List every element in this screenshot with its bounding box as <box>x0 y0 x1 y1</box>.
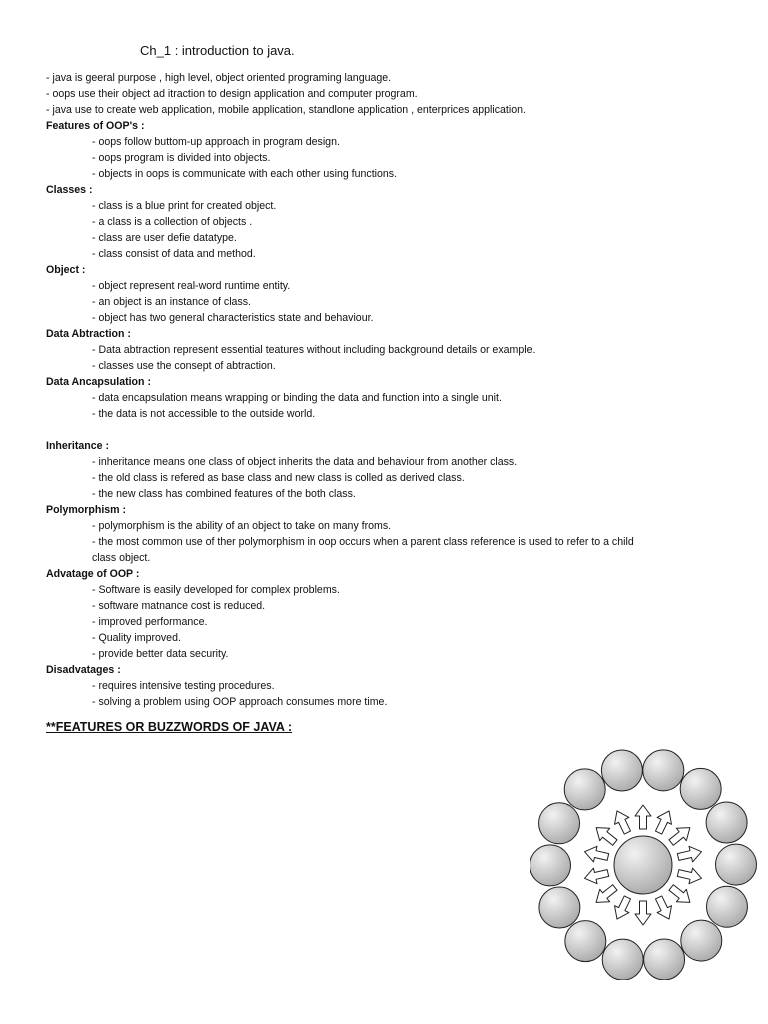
text-line: - software matnance cost is reduced. <box>92 600 266 612</box>
text-line: - oops follow buttom-up approach in program design. <box>92 136 340 148</box>
arrow-icon <box>591 821 620 848</box>
page-title: Ch_1 : introduction to java. <box>140 43 295 58</box>
section-heading: Classes : <box>46 184 93 196</box>
text-line: - Quality improved. <box>92 632 181 644</box>
text-line: - an object is an instance of class. <box>92 296 251 308</box>
text-line: - class consist of data and method. <box>92 248 256 260</box>
section-heading: Data Abtraction : <box>46 328 131 340</box>
outer-circle <box>602 939 643 980</box>
section-heading: Data Ancapsulation : <box>46 376 151 388</box>
outer-circle <box>706 886 747 927</box>
text-line: - oops program is divided into objects. <box>92 152 271 164</box>
section-heading: Polymorphism : <box>46 504 127 516</box>
text-line: - Software is easily developed for complex problems. <box>92 584 340 596</box>
arrow-icon <box>583 844 610 865</box>
text-line: - object represent real-word runtime entity. <box>92 280 291 292</box>
text-line: - oops use their object ad itraction to design application and computer program. <box>46 88 418 100</box>
section-heading: Object : <box>46 264 86 276</box>
section-heading: Features of OOP's : <box>46 120 145 132</box>
outer-circle <box>539 803 580 844</box>
text-line: - a class is a collection of objects . <box>92 216 253 228</box>
arrow-icon <box>635 805 651 829</box>
arrow-icon <box>666 821 695 848</box>
text-line: - java is geeral purpose , high level, object oriented programing language. <box>46 72 392 84</box>
text-line: - Data abtraction represent essential teatures without including background details or example. <box>92 344 536 356</box>
text-line: - provide better data security. <box>92 648 229 660</box>
arrow-icon <box>666 881 695 908</box>
outer-circle <box>530 845 571 886</box>
outer-circle <box>565 921 606 962</box>
buzzwords-circle-diagram <box>530 740 760 980</box>
text-line: - classes use the consept of abtraction. <box>92 360 276 372</box>
text-line: - class is a blue print for created object. <box>92 200 277 212</box>
text-line: - class are user defie datatype. <box>92 232 237 244</box>
text-line: - improved performance. <box>92 616 208 628</box>
section-heading: Disadvatages : <box>46 664 121 676</box>
text-line: class object. <box>92 552 151 564</box>
arrow-icon <box>610 894 635 923</box>
arrow-icon <box>591 881 620 908</box>
text-line: - the old class is refered as base class and new class is colled as derived class. <box>92 472 465 484</box>
arrow-icon <box>676 844 703 865</box>
outer-circle <box>644 939 685 980</box>
section-heading: Advatage of OOP : <box>46 568 140 580</box>
arrow-icon <box>583 865 610 886</box>
blank-line <box>46 422 751 438</box>
outer-circle <box>715 844 756 885</box>
outer-circle <box>564 769 605 810</box>
text-line: - objects in oops is communicate with each other using functions. <box>92 168 398 180</box>
outer-circle <box>539 887 580 928</box>
text-line: - the data is not accessible to the outside world. <box>92 408 316 420</box>
text-line: - java use to create web application, mobile application, standlone application , enterprices application. <box>46 104 526 116</box>
outer-circle <box>706 802 747 843</box>
buzzwords-heading: **FEATURES OR BUZZWORDS OF JAVA : <box>46 720 293 734</box>
text-line: - solving a problem using OOP approach consumes more time. <box>92 696 388 708</box>
outer-circle <box>681 920 722 961</box>
arrow-icon <box>676 865 703 886</box>
text-line: - data encapsulation means wrapping or binding the data and function into a single unit. <box>92 392 502 404</box>
text-line: - the new class has combined features of the both class. <box>92 488 356 500</box>
outer-circle <box>601 750 642 791</box>
text-line: - inheritance means one class of object inherits the data and behaviour from another class. <box>92 456 518 468</box>
center-circle <box>614 836 672 894</box>
section-heading: Inheritance : <box>46 440 109 452</box>
arrow-icon <box>610 807 635 836</box>
outer-circle <box>643 750 684 791</box>
text-line: - object has two general characteristics state and behaviour. <box>92 312 374 324</box>
outer-circle <box>680 768 721 809</box>
text-line: - polymorphism is the ability of an object to take on many froms. <box>92 520 392 532</box>
text-line: - requires intensive testing procedures. <box>92 680 275 692</box>
arrow-icon <box>651 807 676 836</box>
text-line: - the most common use of ther polymorphism in oop occurs when a parent class reference is used to refer to a child <box>92 536 634 548</box>
notes-body <box>46 70 751 710</box>
arrow-icon <box>635 901 651 925</box>
arrow-icon <box>651 894 676 923</box>
